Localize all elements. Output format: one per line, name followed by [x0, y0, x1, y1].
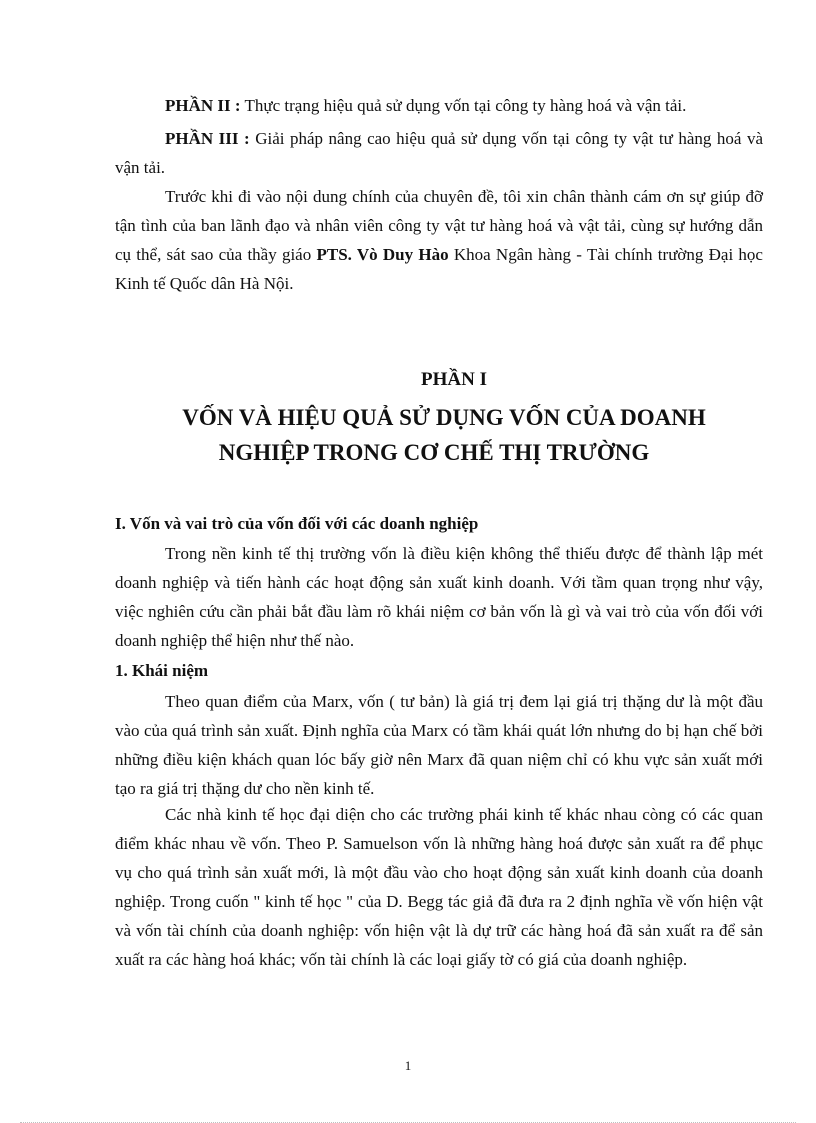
- advisor-name: PTS. Vò Duy Hào: [316, 245, 449, 264]
- part1-label: PHẦN I: [421, 369, 487, 390]
- part2-summary: [115, 91, 763, 120]
- acknowledgement-text-end: Khoa Ngân hàng - Tài chính trường Đại học Kinh tế Quốc dân Hà Nội.: [115, 245, 763, 293]
- page-number: 1: [404, 1058, 412, 1073]
- subsection1-heading: 1. Khái niệm: [115, 661, 209, 680]
- section1-heading: I. Vốn và vai trò của vốn đối với các doanh nghiệp: [115, 514, 479, 533]
- subsection1-paragraph2: Các nhà kinh tế học đại diện cho các trường phái kinh tế khác nhau còng có các quan điểm khác nhau về vốn. Theo P. Samuelson vốn là những hàng hoá được sản xuất ra để phục vụ cho quá trình sản xuất mới, là một đầu vào cho hoạt động sản xuất kinh doanh của doanh nghiệp. Trong cuốn " kinh tế học " của D. Begg tác giả đã đưa ra 2 định nghĩa về vốn hiện vật và vốn tài chính của doanh nghiệp: vốn hiện vật là dự trữ các hàng hoá đã sản xuất ra để sản xuất ra các hàng hoá khác; vốn tài chính là các loại giấy tờ có giá của doanh nghiệp.: [115, 805, 763, 969]
- acknowledgement-paragraph: [115, 182, 763, 298]
- part2-label: PHẦN II :: [165, 96, 241, 115]
- part1-title-line2: NGHIỆP TRONG CƠ CHẾ THỊ TRƯỜNG: [218, 440, 650, 465]
- part3-label: PHẦN III :: [165, 129, 250, 148]
- acknowledgement-text: Trước khi đi vào nội dung chính của chuyên đề, tôi xin chân thành cám ơn sự giúp đỡ tận tình của ban lãnh đạo và nhân viên công ty vật tư hàng hoá và vật tải, cùng sự hướng dẫn cụ thể, sát sao của thầy giáo: [115, 187, 763, 264]
- part3-text: Giải pháp nâng cao hiệu quả sử dụng vốn tại công ty vật tư hàng hoá và vận tải.: [115, 129, 763, 177]
- part1-title-line1: VỐN VÀ HIỆU QUẢ SỬ DỤNG VỐN CỦA DOANH: [182, 405, 706, 430]
- part2-text: Thực trạng hiệu quả sử dụng vốn tại công ty hàng hoá và vận tải.: [240, 96, 687, 115]
- subsection1-paragraph1: Theo quan điểm của Marx, vốn ( tư bản) là giá trị đem lại giá trị thặng dư là một đầu vào của quá trình sản xuất. Định nghĩa của Marx có tầm khái quát lớn nhưng do bị hạn chế bởi những điều kiện khách quan lóc bấy giờ nên Marx đã quan niệm chỉ có khu vực sản xuất mới tạo ra giá trị thặng dư cho nền kinh tế.: [115, 692, 763, 798]
- part3-summary: [115, 124, 763, 182]
- section1-paragraph: Trong nền kinh tế thị trường vốn là điều kiện không thể thiếu được để thành lập mét doanh nghiệp và tiến hành các hoạt động sản xuất kinh doanh. Với tầm quan trọng như vậy, việc nghiên cứu cần phải bắt đầu làm rõ khái niệm cơ bản vốn là gì và vai trò của vốn đối với doanh nghiệp thể hiện như thế nào.: [115, 544, 763, 650]
